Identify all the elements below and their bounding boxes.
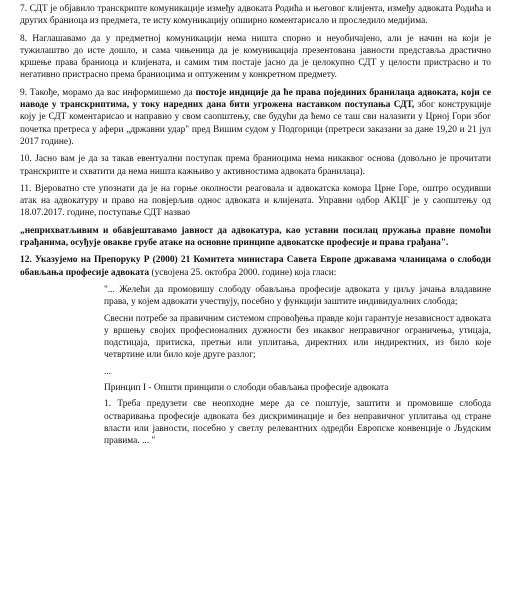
paragraph-12-tail: (усвојена 25. октобра 2000. године) која гласи: [149,267,337,278]
paragraph-11-quote: „неприхватљивим и обавјештавамо јавност да адвокатура, као уставни посилац пружања правне помоћи грађанима, осуђује овакве грубе атаке на основне принципе адвокатске професије и права грађана". [20,225,491,249]
quote-paragraph-2: Свесни потребе за правичним системом спровођења правде који гарантује независност адвоката у вршењу својих професионалних дужности без икаквог неправичног ограничења, утицаја, подстицаја, притиска, претњи или уплитања, директних или индиректних, из било које четвртине или било које друге разлог; [104,313,491,361]
paragraph-7: 7. СДТ је објавило транскрипте комуникације између адвоката Родића и његовог клијента, између адвоката Родића и других браниоца из предмета, те исту комуникацију опширно коментарисало и проследило медијима. [20,4,491,27]
quote-paragraph-1: "... Желећи да промовишу слободу обављања професије адвоката у циљу јачања владавине права, у којем адвокати учествују, посебно у функцији заштите индивидуалних слобода; [104,284,491,308]
paragraph-11: 11. Вјероватно сте упознати да је на горње околности реаговала и адвокатска комора Црне Горе, оштро осудивши атак на адвокатуру и право на повјерљив однос адвоката и клијената. Управни одбор АКЦГ је у саопштењу од 18.07.2017. године, поступање СДТ назвао [20,183,491,219]
paragraph-12 [20,254,491,279]
principle-title: Принцип I - Општи принципи о слободи обављања професије адвоката [104,383,389,394]
quote-paragraph-3: 1. Треба предузети све неопходне мере да се поштује, заштити и промовише слобода остваривања професије адвоката без дискриминације и без неправичног уплитања од стране власти или јавности, посебно у светлу релевантних одредби Европске конвенције о Људским правима. ... " [104,399,491,447]
paragraph-9-intro: 9. Такође, морамо да вас информишемо да [20,87,196,98]
quote-ellipsis: ... [104,366,112,377]
paragraph-8: 8. Наглашавамо да у предметној комуникацији нема ништа спорно и неуобичајено, али је начин на који је тужилаштво до исте дошло, и сама чињеница да је комуникација презентована јавности представља драстично кршење права браниоца и клијената, и самим тим постаје јасно да је целокупно СДТ у целости пристрасно и то негативно пристрасно према браниоцима и оптуженим у конкретном предмету. [20,33,491,81]
paragraph-9-rest: због конструкције коју је СДТ коментарисао и направио у свом саопштењу, све будући да ћемо се таш сви налазити у Црној Гори због почетка претреса у афери „државни удар" пред Вишим судом у Подгорици (претреси заказани за дане 19,20 и 21 јул 2017 године). [20,100,491,147]
paragraph-10: 10. Јасно вам је да за такав евентуални поступак према браниоцима нема никаквог основа (довољно је прочитати транскрипте и схватити да нема ништа кажњиво у активностима адвоката бранилаца). [20,154,491,177]
paragraph-12-title: 12. Указујемо на Препоруку Р (2000) 21 Комитета министара Савета Европе државама чланицама о слободи обављања професије адвоката [20,255,491,278]
paragraph-9 [20,87,491,148]
paragraph-9-emphasis: постоје индиције да ће права појединих бранилаца адвоката, који се наводе у транскриптима, у току наредних дана бити угрожена наставком поступања СДТ, [20,87,491,111]
recommendation-quote [104,284,491,448]
